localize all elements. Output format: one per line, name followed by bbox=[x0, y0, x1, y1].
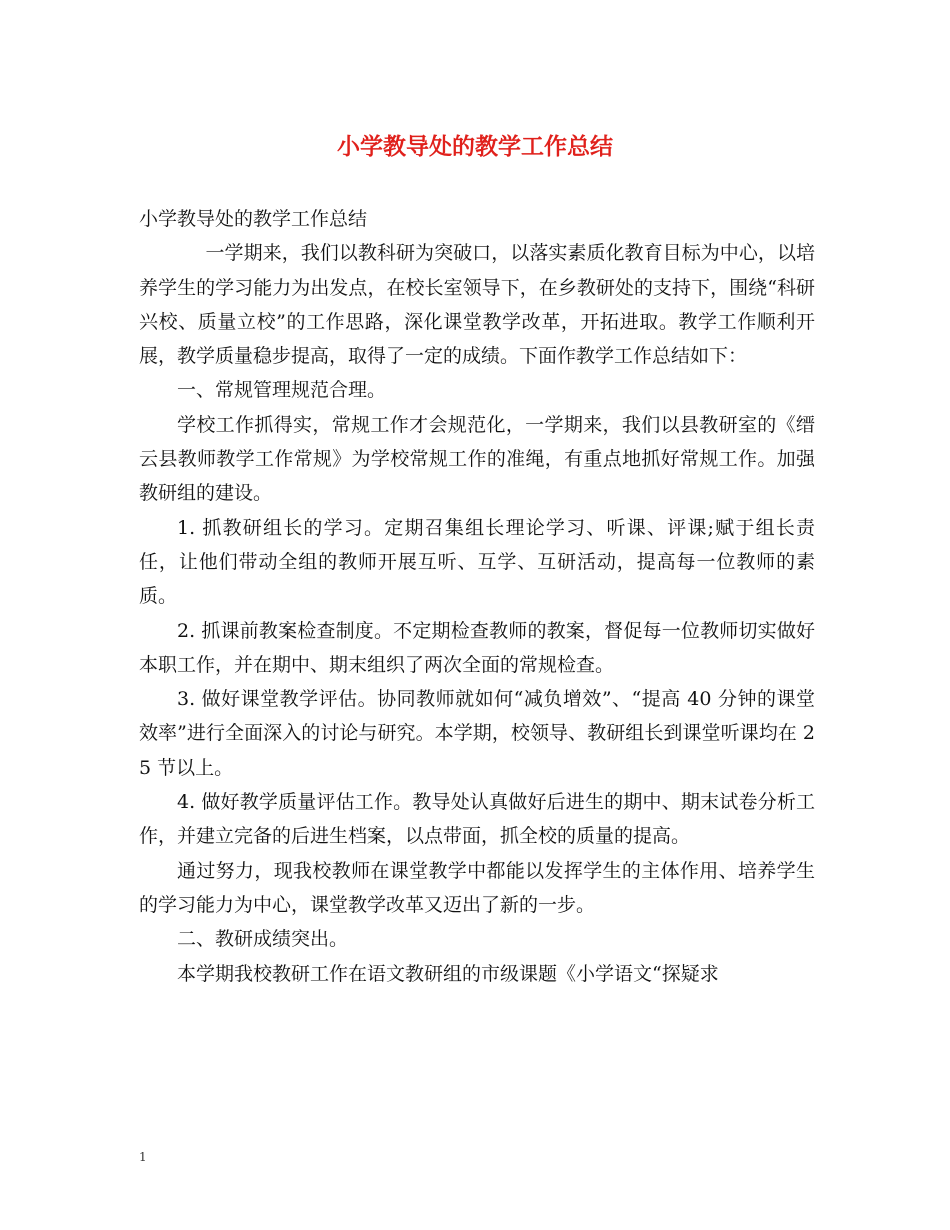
body-paragraph: 通过努力，现我校教师在课堂教学中都能以发挥学生的主体作用、培养学生的学习能力为中心，课堂教学改革又迈出了新的一步。 bbox=[139, 859, 815, 916]
document-body bbox=[139, 202, 815, 991]
list-item-3: 3. 做好课堂教学评估。协同教师就如何“减负增效”、“提高 40 分钟的课堂效率”进行全面深入的讨论与研究。本学期，校领导、教研组长到课堂听课均在 25 节以上。 bbox=[139, 688, 815, 779]
list-item-1: 1. 抓教研组长的学习。定期召集组长理论学习、听课、评课;赋于组长责任，让他们带动全组的教师开展互听、互学、互研活动，提高每一位教师的素质。 bbox=[139, 516, 815, 608]
section-heading-2: 二、教研成绩突出。 bbox=[177, 928, 349, 951]
section-heading-1: 一、常规管理规范合理。 bbox=[177, 379, 387, 402]
intro-paragraph: 一学期来，我们以教科研为突破口，以落实素质化教育目标为中心，以培养学生的学习能力为出发点，在校长室领导下，在乡教研处的支持下，围绕“科研兴校、质量立校”的工作思路，深化课堂教学改革，开拓进取。教学工作顺利开展，教学质量稳步提高，取得了一定的成绩。下面作教学工作总结如下： bbox=[139, 242, 815, 368]
list-item-2: 2. 抓课前教案检查制度。不定期检查教师的教案，督促每一位教师切实做好本职工作，并在期中、期末组织了两次全面的常规检查。 bbox=[139, 619, 815, 676]
list-item-4: 4. 做好教学质量评估工作。教导处认真做好后进生的期中、期末试卷分析工作，并建立完备的后进生档案，以点带面，抓全校的质量的提高。 bbox=[139, 791, 815, 848]
body-paragraph: 学校工作抓得实，常规工作才会规范化，一学期来，我们以县教研室的《缙云县教师教学工作常规》为学校常规工作的准绳，有重点地抓好常规工作。加强教研组的建设。 bbox=[139, 413, 815, 505]
page-number: 1 bbox=[139, 1150, 147, 1164]
subtitle-paragraph: 小学教导处的教学工作总结 bbox=[139, 208, 368, 230]
document-title: 小学教导处的教学工作总结 bbox=[337, 134, 613, 160]
body-paragraph: 本学期我校教研工作在语文教研组的市级课题《小学语文“探疑求 bbox=[177, 962, 719, 985]
